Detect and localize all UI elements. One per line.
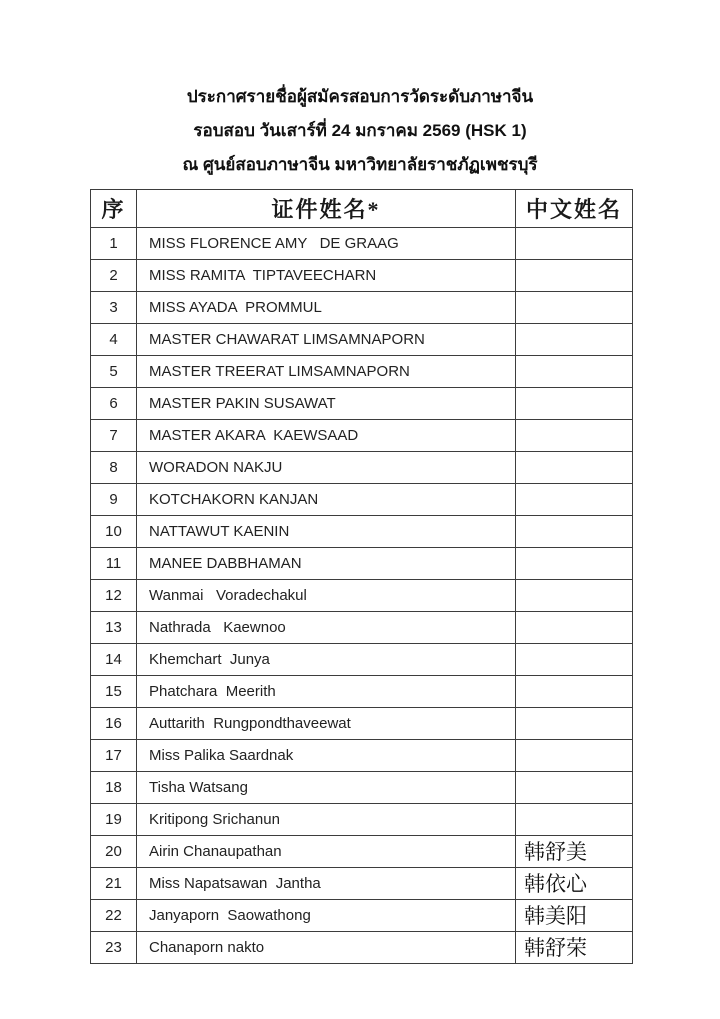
candidate-name: MASTER TREERAT LIMSAMNAPORN — [137, 356, 516, 388]
chinese-name — [516, 548, 633, 580]
row-number: 3 — [91, 292, 137, 324]
table-row — [91, 292, 633, 324]
row-number: 19 — [91, 804, 137, 836]
row-number: 7 — [91, 420, 137, 452]
candidate-name: Khemchart Junya — [137, 644, 516, 676]
chinese-name — [516, 580, 633, 612]
candidate-name: Auttarith Rungpondthaveewat — [137, 708, 516, 740]
chinese-name — [516, 356, 633, 388]
chinese-name: 韩依心 — [516, 868, 633, 900]
candidate-name: MISS FLORENCE AMY DE GRAAG — [137, 228, 516, 260]
candidate-name: Nathrada Kaewnoo — [137, 612, 516, 644]
chinese-name — [516, 292, 633, 324]
table-row — [91, 260, 633, 292]
chinese-name — [516, 612, 633, 644]
column-header-chinese-name: 中文姓名 — [516, 190, 633, 228]
column-header-no: 序 — [91, 190, 137, 228]
row-number: 20 — [91, 836, 137, 868]
chinese-name — [516, 484, 633, 516]
row-number: 5 — [91, 356, 137, 388]
table-row — [91, 676, 633, 708]
row-number: 2 — [91, 260, 137, 292]
table-row — [91, 740, 633, 772]
candidate-name: Miss Palika Saardnak — [137, 740, 516, 772]
chinese-name — [516, 388, 633, 420]
row-number: 22 — [91, 900, 137, 932]
row-number: 4 — [91, 324, 137, 356]
row-number: 15 — [91, 676, 137, 708]
table-row — [91, 932, 633, 964]
table-row — [91, 612, 633, 644]
chinese-name — [516, 228, 633, 260]
row-number: 6 — [91, 388, 137, 420]
title-line-3: ณ ศูนย์สอบภาษาจีน มหาวิทยาลัยราชภัฏเพชรบุรี — [182, 155, 538, 174]
title-line-2: รอบสอบ วันเสาร์ที่ 24 มกราคม 2569 (HSK 1) — [193, 121, 527, 140]
table-row — [91, 388, 633, 420]
candidate-name: MASTER AKARA KAEWSAAD — [137, 420, 516, 452]
candidate-name: KOTCHAKORN KANJAN — [137, 484, 516, 516]
chinese-name — [516, 420, 633, 452]
table-row — [91, 868, 633, 900]
candidate-name: Tisha Watsang — [137, 772, 516, 804]
table-row — [91, 804, 633, 836]
table-row — [91, 228, 633, 260]
row-number: 23 — [91, 932, 137, 964]
row-number: 10 — [91, 516, 137, 548]
row-number: 21 — [91, 868, 137, 900]
row-number: 17 — [91, 740, 137, 772]
chinese-name: 韩舒荣 — [516, 932, 633, 964]
candidate-name: Miss Napatsawan Jantha — [137, 868, 516, 900]
table-row — [91, 324, 633, 356]
candidate-name: MASTER PAKIN SUSAWAT — [137, 388, 516, 420]
row-number: 9 — [91, 484, 137, 516]
candidate-name: MASTER CHAWARAT LIMSAMNAPORN — [137, 324, 516, 356]
title-line-1: ประกาศรายชื่อผู้สมัครสอบการวัดระดับภาษาจีน — [186, 87, 534, 106]
document-title — [0, 0, 720, 182]
table-row — [91, 452, 633, 484]
candidate-table-body — [91, 228, 633, 964]
table-row — [91, 644, 633, 676]
row-number: 12 — [91, 580, 137, 612]
chinese-name — [516, 740, 633, 772]
table-row — [91, 900, 633, 932]
table-row — [91, 580, 633, 612]
table-row — [91, 484, 633, 516]
candidate-name: Wanmai Voradechakul — [137, 580, 516, 612]
table-row — [91, 548, 633, 580]
chinese-name — [516, 644, 633, 676]
candidate-name: MISS RAMITA TIPTAVEECHARN — [137, 260, 516, 292]
row-number: 1 — [91, 228, 137, 260]
chinese-name — [516, 804, 633, 836]
chinese-name — [516, 772, 633, 804]
candidate-table-header — [91, 190, 633, 228]
table-row — [91, 356, 633, 388]
row-number: 11 — [91, 548, 137, 580]
chinese-name: 韩美阳 — [516, 900, 633, 932]
column-header-document-name: 证件姓名* — [137, 190, 516, 228]
chinese-name — [516, 324, 633, 356]
chinese-name — [516, 676, 633, 708]
candidate-name: MANEE DABBHAMAN — [137, 548, 516, 580]
row-number: 13 — [91, 612, 137, 644]
chinese-name — [516, 260, 633, 292]
row-number: 16 — [91, 708, 137, 740]
chinese-name — [516, 452, 633, 484]
candidate-name: NATTAWUT KAENIN — [137, 516, 516, 548]
row-number: 18 — [91, 772, 137, 804]
row-number: 14 — [91, 644, 137, 676]
candidate-name: Airin Chanaupathan — [137, 836, 516, 868]
chinese-name — [516, 516, 633, 548]
candidate-name: Phatchara Meerith — [137, 676, 516, 708]
table-row — [91, 836, 633, 868]
table-row — [91, 708, 633, 740]
chinese-name: 韩舒美 — [516, 836, 633, 868]
table-row — [91, 420, 633, 452]
table-row — [91, 772, 633, 804]
candidate-name: MISS AYADA PROMMUL — [137, 292, 516, 324]
chinese-name — [516, 708, 633, 740]
candidate-name: Kritipong Srichanun — [137, 804, 516, 836]
candidate-name: Janyaporn Saowathong — [137, 900, 516, 932]
table-row — [91, 516, 633, 548]
candidate-table — [90, 189, 633, 964]
candidate-name: Chanaporn nakto — [137, 932, 516, 964]
row-number: 8 — [91, 452, 137, 484]
candidate-name: WORADON NAKJU — [137, 452, 516, 484]
